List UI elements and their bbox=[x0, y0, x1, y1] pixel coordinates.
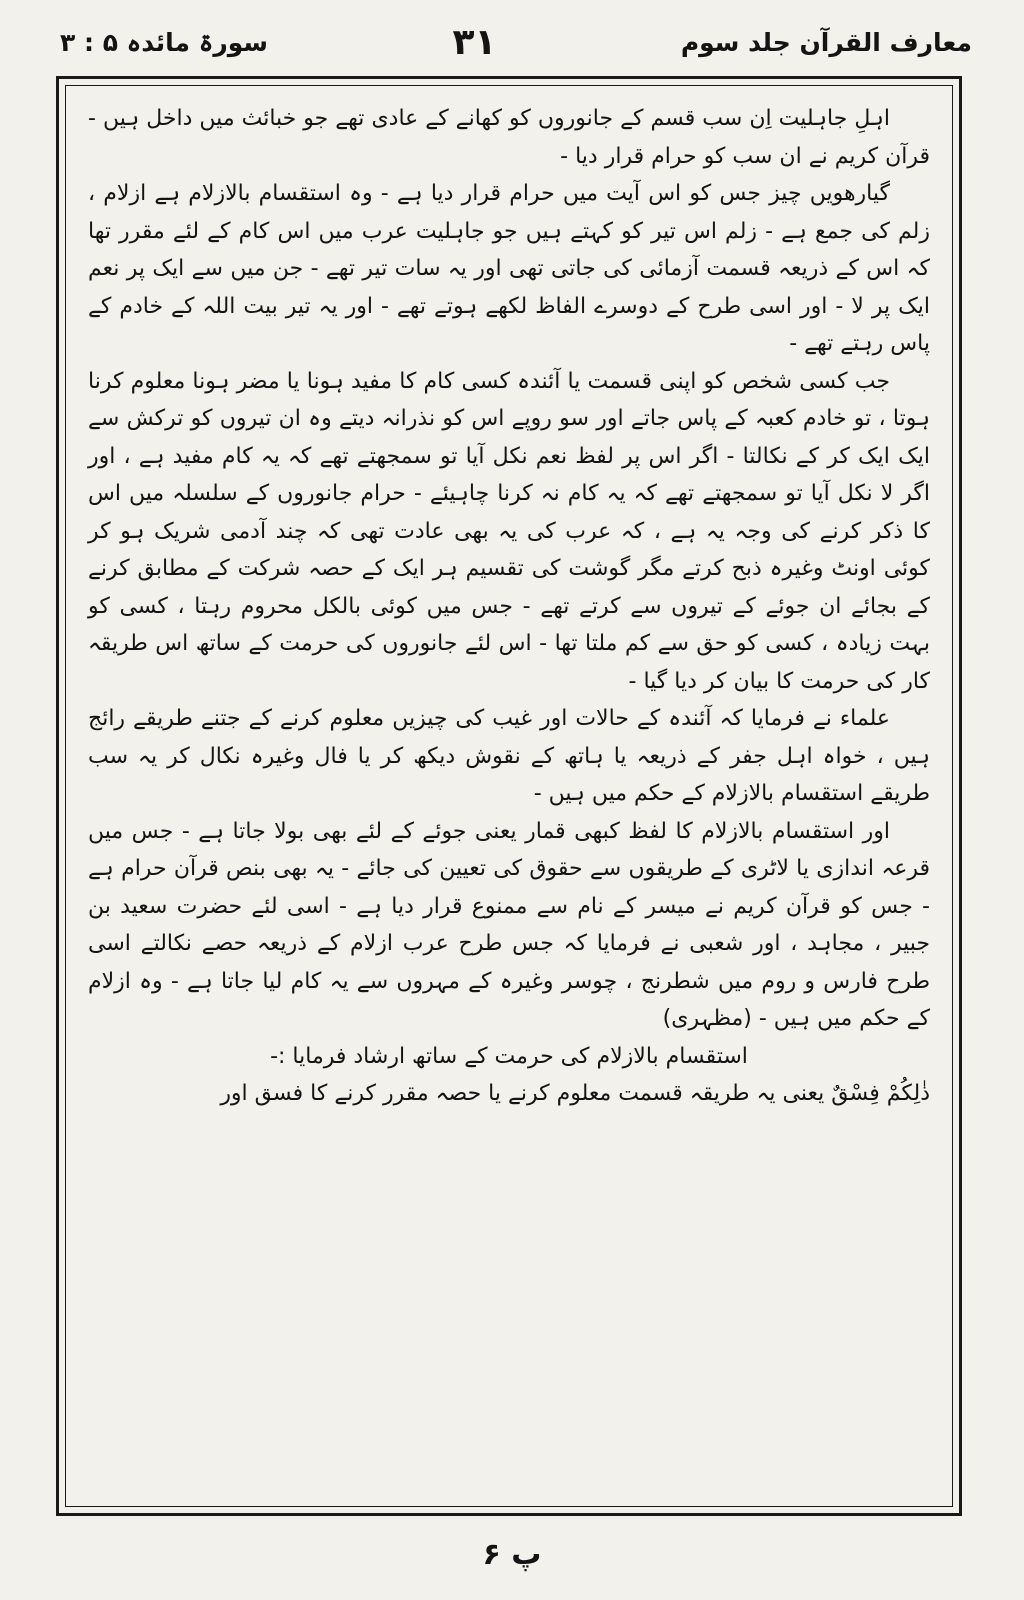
signature-mark: ۶ پ bbox=[482, 1537, 542, 1572]
paragraph-1: اہلِ جاہلیت اِن سب قسم کے جانوروں کو کھانے کے عادی تھے جو خبائث میں داخل ہیں - قرآن کریم نے ان سب کو حرام قرار دیا - bbox=[88, 106, 930, 169]
page-number: ۳۱ bbox=[452, 21, 497, 63]
page-header bbox=[60, 14, 972, 70]
book-title: معارف القرآن جلد سوم bbox=[680, 27, 972, 57]
paragraph-3: جب کسی شخص کو اپنی قسمت یا آئندہ کسی کام کا مفید ہونا یا مضر ہونا معلوم کرنا ہوتا ، تو خادم کعبہ کے پاس جاتے اور سو روپے اس کو نذرانہ دیتے وہ ان تیروں کو ترکش سے ایک ایک کر کے نکالتا - اگر اس پر لفظ نعم نکل آیا تو سمجھتے تھے کہ یہ کام مفید ہے ، اور اگر لا نکل آیا تو سمجھتے تھے کہ یہ کام نہ کرنا چاہیئے - حرام جانوروں کے سلسلہ میں اس کا ذکر کرنے کی وجہ یہ ہے ، کہ عرب کی یہ بھی عادت تھی کہ چند آدمی شریک ہو کر کوئی اونٹ وغیرہ ذبح کرتے مگر گوشت کی تقسیم ہر ایک کے حصہ شرکت کے مطابق کرنے کے بجائے ان جوئے کے تیروں سے کرتے تھے - جس میں کوئی بالکل محروم رہتا ، کسی کو بہت زیادہ ، کسی کو حق سے کم ملتا تھا - اس لئے جانوروں کی حرمت کے ساتھ اس طریقہ کار کی حرمت کا بیان کر دیا گیا - bbox=[88, 368, 930, 694]
paragraph-7: ذٰلِكُمْ فِسْقٌ یعنی یہ طریقہ قسمت معلوم کرنے یا حصہ مقرر کرنے کا فسق اور bbox=[220, 1081, 930, 1106]
paragraph-5: اور استقسام بالازلام کا لفظ کبھی قمار یعنی جوئے کے لئے بھی بولا جاتا ہے - جس میں قرعہ اندازی یا لاٹری کے طریقوں سے حقوق کی تعیین کی جائے - یہ بھی بنص قرآن حرام ہے - جس کو قرآن کریم نے میسر کے نام سے ممنوع قرار دیا ہے - اسی لئے حضرت سعید بن جبیر ، مجاہد ، اور شعبی نے فرمایا کہ جس طرح عرب ازلام کے ذریعہ حصے نکالتے اسی طرح فارس و روم میں شطرنج ، چوسر وغیرہ کے مہروں سے یہ کام لیا جاتا ہے - وہ ازلام کے حکم میں ہیں - (مظہری) bbox=[88, 818, 930, 1031]
text-frame bbox=[65, 85, 953, 1507]
paragraph-2: گیارھویں چیز جس کو اس آیت میں حرام قرار دیا ہے - وہ استقسام بالازلام ہے ازلام ، زلم کی جمع ہے - زلم اس تیر کو کہتے ہیں جو جاہلیت عرب میں اس کام کے لئے مقرر تھا کہ اس کے ذریعہ قسمت آزمائی کی جاتی تھی اور یہ سات تیر تھے - جن میں سے ایک پر نعم ایک پر لا - اور اسی طرح کے دوسرے الفاظ لکھے ہوتے تھے - اور یہ تیر بیت اللہ کے خادم کے پاس رہتے تھے - bbox=[88, 181, 930, 356]
surah-reference: سورۃ مائدہ ۵ : ۳ bbox=[60, 27, 269, 57]
paragraph-4: علماء نے فرمایا کہ آئندہ کے حالات اور غیب کی چیزیں معلوم کرنے کے جتنے طریقے رائج ہیں ، خواہ اہل جفر کے ذریعہ یا ہاتھ کے نقوش دیکھ کر یا فال وغیرہ نکال کر یہ سب طریقے استقسام بالازلام کے حکم میں ہیں - bbox=[88, 706, 930, 806]
paragraph-6: استقسام بالازلام کی حرمت کے ساتھ ارشاد فرمایا :- bbox=[270, 1043, 748, 1069]
body-text bbox=[88, 100, 930, 1113]
page-border bbox=[56, 76, 962, 1516]
